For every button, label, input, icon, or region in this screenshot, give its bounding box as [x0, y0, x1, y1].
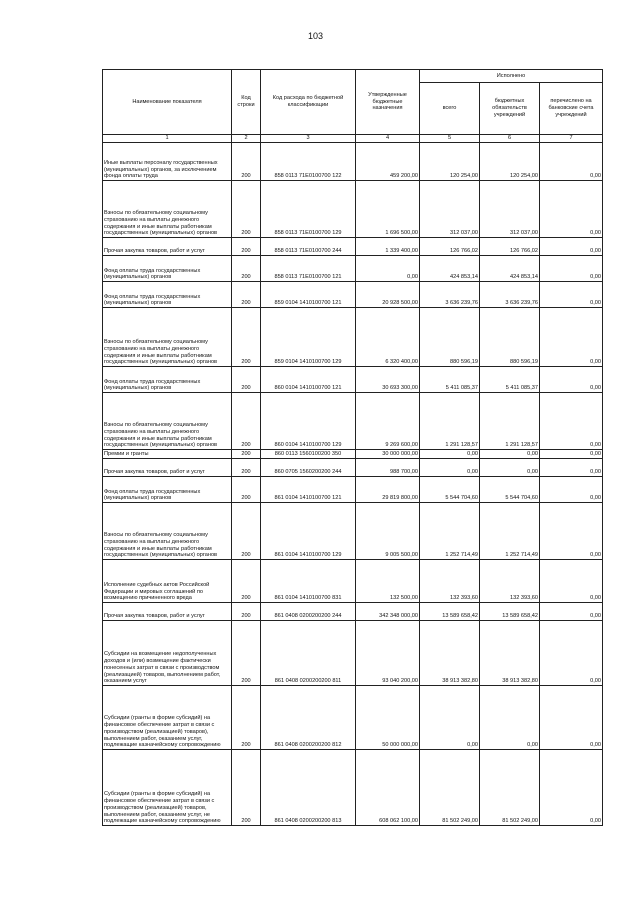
- row-approved: 93 040 200,00: [356, 621, 420, 686]
- row-transferred: 0,00: [540, 393, 603, 450]
- row-budget-liabilities: 3 636 239,76: [480, 282, 540, 308]
- row-budget-liabilities: 312 037,00: [480, 181, 540, 238]
- row-transferred: 0,00: [540, 603, 603, 621]
- row-line-code: 200: [232, 282, 261, 308]
- row-budget-liabilities: 0,00: [480, 686, 540, 750]
- row-approved: 50 000 000,00: [356, 686, 420, 750]
- table-row: [103, 181, 603, 238]
- row-total: 120 254,00: [420, 143, 480, 181]
- row-line-code: 200: [232, 450, 261, 459]
- row-name: Взносы по обязательному социальному страхованию на выплаты денежного содержания и иные выплаты работникам государственных (муниципальных) органов: [103, 308, 232, 367]
- row-line-code: 200: [232, 143, 261, 181]
- row-name: Исполнение судебных актов Российской Федерации и мировых соглашений по возмещению причиненного вреда: [103, 560, 232, 603]
- row-line-code: 200: [232, 603, 261, 621]
- row-transferred: 0,00: [540, 750, 603, 826]
- header-line-code: Код строки: [232, 70, 261, 135]
- row-line-code: 200: [232, 750, 261, 826]
- table-row: [103, 367, 603, 393]
- table-body: [103, 143, 603, 826]
- row-total: 5 544 704,60: [420, 477, 480, 503]
- row-expense-code: 861 0408 0200200200 813: [261, 750, 356, 826]
- row-line-code: 200: [232, 181, 261, 238]
- row-transferred: 0,00: [540, 450, 603, 459]
- table-row: [103, 238, 603, 256]
- row-line-code: 200: [232, 503, 261, 560]
- row-name: Взносы по обязательному социальному страхованию на выплаты денежного содержания и иные выплаты работникам государственных (муниципальных) органов: [103, 503, 232, 560]
- column-number: 2: [232, 135, 261, 143]
- column-number: 5: [420, 135, 480, 143]
- row-line-code: 200: [232, 308, 261, 367]
- header-executed: Исполнено: [420, 70, 603, 83]
- row-expense-code: 860 0104 1410100700 121: [261, 367, 356, 393]
- row-expense-code: 859 0104 1410100700 121: [261, 282, 356, 308]
- row-expense-code: 861 0104 1410100700 121: [261, 477, 356, 503]
- row-line-code: 200: [232, 367, 261, 393]
- row-expense-code: 860 0104 1410100700 129: [261, 393, 356, 450]
- row-line-code: 200: [232, 238, 261, 256]
- row-approved: 459 200,00: [356, 143, 420, 181]
- row-transferred: 0,00: [540, 282, 603, 308]
- row-budget-liabilities: 5 411 085,37: [480, 367, 540, 393]
- row-budget-liabilities: 1 252 714,49: [480, 503, 540, 560]
- row-name: Фонд оплаты труда государственных (муниципальных) органов: [103, 256, 232, 282]
- header-transferred: перечислено на банковские счета учреждений: [540, 83, 603, 135]
- row-expense-code: 861 0104 1410100700 831: [261, 560, 356, 603]
- row-budget-liabilities: 0,00: [480, 450, 540, 459]
- row-approved: 1 339 400,00: [356, 238, 420, 256]
- row-total: 1 252 714,49: [420, 503, 480, 560]
- row-approved: 30 000 000,00: [356, 450, 420, 459]
- row-total: 13 589 658,42: [420, 603, 480, 621]
- row-name: Фонд оплаты труда государственных (муниципальных) органов: [103, 367, 232, 393]
- row-expense-code: 858 0113 71Е0100700 122: [261, 143, 356, 181]
- table-row: [103, 256, 603, 282]
- row-approved: 988 700,00: [356, 459, 420, 477]
- row-expense-code: 861 0408 0200200200 244: [261, 603, 356, 621]
- row-transferred: 0,00: [540, 143, 603, 181]
- row-line-code: 200: [232, 560, 261, 603]
- row-budget-liabilities: 424 853,14: [480, 256, 540, 282]
- row-budget-liabilities: 5 544 704,60: [480, 477, 540, 503]
- row-total: 312 037,00: [420, 181, 480, 238]
- row-approved: 9 005 500,00: [356, 503, 420, 560]
- row-approved: 20 928 500,00: [356, 282, 420, 308]
- page-number: 103: [307, 31, 324, 41]
- row-expense-code: 858 0113 71Е0100700 129: [261, 181, 356, 238]
- row-transferred: 0,00: [540, 459, 603, 477]
- table-row: [103, 750, 603, 826]
- header-budget-liabilities: бюджетных обязательств учреждений: [480, 83, 540, 135]
- row-line-code: 200: [232, 621, 261, 686]
- row-approved: 1 696 500,00: [356, 181, 420, 238]
- row-expense-code: 858 0113 71Е0100700 121: [261, 256, 356, 282]
- row-name: Субсидии (гранты в форме субсидий) на финансовое обеспечение затрат в связи с производством (реализацией) товаров, выполнением работ, оказанием услуг, не подлежащие казначейскому сопровождению: [103, 750, 232, 826]
- row-total: 132 393,60: [420, 560, 480, 603]
- row-transferred: 0,00: [540, 181, 603, 238]
- row-approved: 608 062 100,00: [356, 750, 420, 826]
- row-transferred: 0,00: [540, 308, 603, 367]
- table-row: [103, 459, 603, 477]
- row-name: Премии и гранты: [103, 450, 232, 459]
- row-approved: 342 348 000,00: [356, 603, 420, 621]
- row-name: Взносы по обязательному социальному страхованию на выплаты денежного содержания и иные выплаты работникам государственных (муниципальных) органов: [103, 393, 232, 450]
- row-name: Прочая закупка товаров, работ и услуг: [103, 459, 232, 477]
- row-budget-liabilities: 1 291 128,57: [480, 393, 540, 450]
- row-transferred: 0,00: [540, 686, 603, 750]
- row-line-code: 200: [232, 459, 261, 477]
- row-expense-code: 860 0113 1560100200 350: [261, 450, 356, 459]
- row-name: Прочая закупка товаров, работ и услуг: [103, 603, 232, 621]
- table-row: [103, 686, 603, 750]
- row-total: 0,00: [420, 450, 480, 459]
- row-expense-code: 861 0408 0200200200 812: [261, 686, 356, 750]
- row-budget-liabilities: 81 502 249,00: [480, 750, 540, 826]
- row-budget-liabilities: 126 766,02: [480, 238, 540, 256]
- row-approved: 132 500,00: [356, 560, 420, 603]
- table-row: [103, 308, 603, 367]
- column-number: 4: [356, 135, 420, 143]
- row-approved: 6 320 400,00: [356, 308, 420, 367]
- row-name: Фонд оплаты труда государственных (муниципальных) органов: [103, 477, 232, 503]
- table-row: [103, 143, 603, 181]
- column-number: 6: [480, 135, 540, 143]
- row-transferred: 0,00: [540, 503, 603, 560]
- row-name: Субсидии на возмещение недополученных доходов и (или) возмещение фактически понесенных затрат в связи с производством (реализацией) товаров, выполнением работ, оказанием услуг: [103, 621, 232, 686]
- row-total: 5 411 085,37: [420, 367, 480, 393]
- row-total: 38 913 382,80: [420, 621, 480, 686]
- row-transferred: 0,00: [540, 256, 603, 282]
- row-approved: 9 269 600,00: [356, 393, 420, 450]
- row-budget-liabilities: 132 393,60: [480, 560, 540, 603]
- row-budget-liabilities: 120 254,00: [480, 143, 540, 181]
- row-budget-liabilities: 0,00: [480, 459, 540, 477]
- row-transferred: 0,00: [540, 367, 603, 393]
- row-name: Иные выплаты персоналу государственных (муниципальных) органов, за исключением фонда оплаты труда: [103, 143, 232, 181]
- row-budget-liabilities: 38 913 382,80: [480, 621, 540, 686]
- header-approved: Утвержденные бюджетные назначения: [356, 70, 420, 135]
- column-number: 1: [103, 135, 232, 143]
- table-row: [103, 477, 603, 503]
- row-transferred: 0,00: [540, 238, 603, 256]
- row-total: 0,00: [420, 459, 480, 477]
- row-budget-liabilities: 13 589 658,42: [480, 603, 540, 621]
- row-transferred: 0,00: [540, 477, 603, 503]
- row-expense-code: 861 0408 0200200200 811: [261, 621, 356, 686]
- header-expense-code: Код расхода по бюджетной классификации: [261, 70, 356, 135]
- row-name: Взносы по обязательному социальному страхованию на выплаты денежного содержания и иные выплаты работникам государственных (муниципальных) органов: [103, 181, 232, 238]
- table-row: [103, 560, 603, 603]
- row-total: 424 853,14: [420, 256, 480, 282]
- row-approved: 0,00: [356, 256, 420, 282]
- table-row: [103, 503, 603, 560]
- row-total: 126 766,02: [420, 238, 480, 256]
- row-total: 880 596,19: [420, 308, 480, 367]
- row-line-code: 200: [232, 393, 261, 450]
- row-line-code: 200: [232, 686, 261, 750]
- table-row: [103, 603, 603, 621]
- budget-execution-table: [102, 69, 603, 826]
- row-expense-code: 860 0705 1560200200 244: [261, 459, 356, 477]
- row-total: 0,00: [420, 686, 480, 750]
- row-approved: 29 819 800,00: [356, 477, 420, 503]
- row-transferred: 0,00: [540, 560, 603, 603]
- row-total: 1 291 128,57: [420, 393, 480, 450]
- row-name: Субсидии (гранты в форме субсидий) на финансовое обеспечение затрат в связи с производством (реализацией) товаров), выполнением работ, оказанием услуг, подлежащие казначейскому сопровождению: [103, 686, 232, 750]
- row-expense-code: 859 0104 1410100700 129: [261, 308, 356, 367]
- table-row: [103, 282, 603, 308]
- row-total: 81 502 249,00: [420, 750, 480, 826]
- row-name: Фонд оплаты труда государственных (муниципальных) органов: [103, 282, 232, 308]
- table-row: [103, 393, 603, 450]
- row-expense-code: 858 0113 71Е0100700 244: [261, 238, 356, 256]
- header-total: всего: [420, 83, 480, 135]
- column-number: 7: [540, 135, 603, 143]
- row-line-code: 200: [232, 256, 261, 282]
- table-row: [103, 621, 603, 686]
- row-budget-liabilities: 880 596,19: [480, 308, 540, 367]
- table-row: [103, 450, 603, 459]
- row-approved: 30 693 300,00: [356, 367, 420, 393]
- row-expense-code: 861 0104 1410100700 129: [261, 503, 356, 560]
- row-total: 3 636 239,76: [420, 282, 480, 308]
- row-transferred: 0,00: [540, 621, 603, 686]
- header-name: Наименование показателя: [103, 70, 232, 135]
- row-name: Прочая закупка товаров, работ и услуг: [103, 238, 232, 256]
- row-line-code: 200: [232, 477, 261, 503]
- column-number: 3: [261, 135, 356, 143]
